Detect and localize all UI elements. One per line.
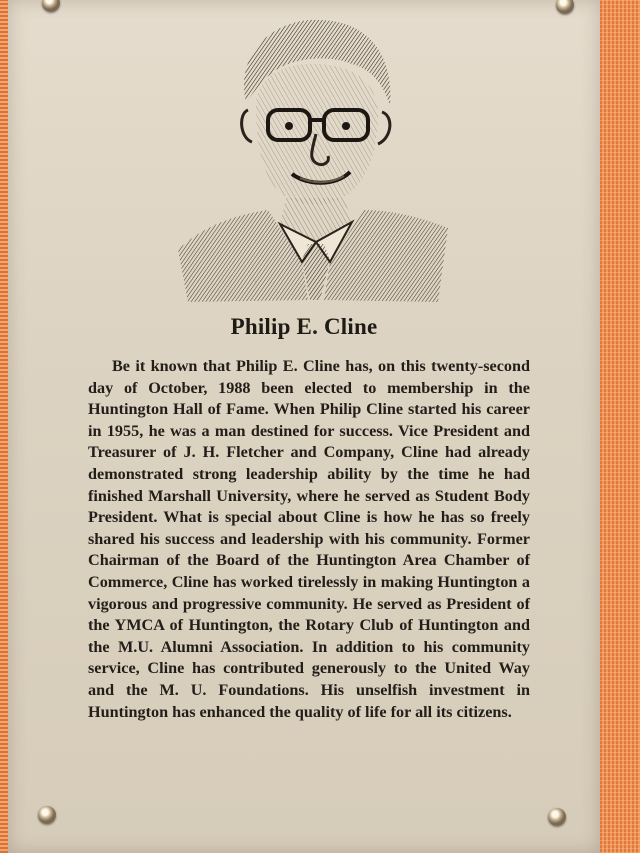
screw-icon: [38, 806, 56, 824]
screw-icon: [42, 0, 60, 12]
inscription-text: Be it known that Philip E. Cline has, on this twenty-second day of October, 1988 been elected to membership in the Huntington Hall of Fame. When Philip Cline started his career in 1955, he was a man destined for success. Vice President and Treasurer of J. H. Fletcher and Company, Cline had already demonstrated strong leadership ability by the time he had finished Marshall University, where he served as Student Body President. What is special about Cline is how he has so freely shared his success and leadership with his community. Former Chairman of the Board of the Huntington Area Chamber of Commerce, Cline has worked tirelessly in making Huntington a vigorous and progressive community. He served as President of the YMCA of Huntington, the Rotary Club of Huntington and the M.U. Alumni Association. In addition to his community service, Cline has contributed generously to the United Way and the M. U. Foundations. His unselfish investment in Huntington has enhanced the quality of life for all its citizens.: [88, 357, 530, 721]
hall-of-fame-plaque: [8, 0, 600, 853]
wall-left: [0, 0, 8, 853]
screw-icon: [548, 808, 566, 826]
screw-icon: [556, 0, 574, 14]
inductee-name: Philip E. Cline: [230, 314, 378, 339]
portrait-sketch: [168, 10, 458, 305]
